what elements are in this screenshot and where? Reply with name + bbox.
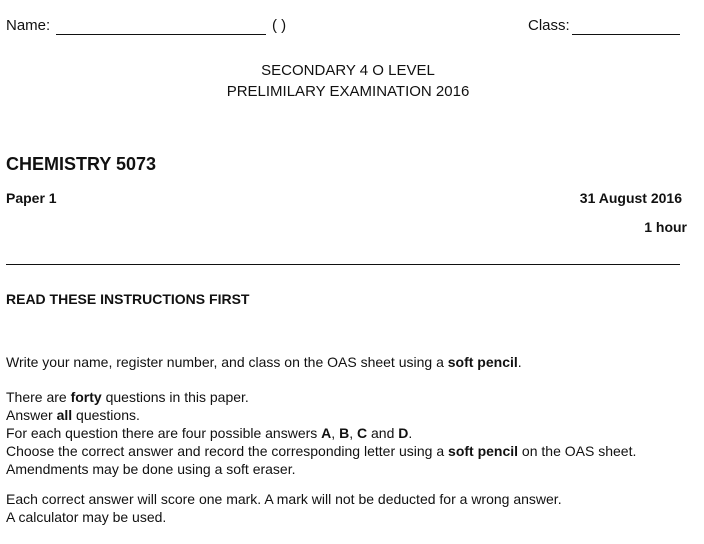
instruction-paragraph-2 [6, 388, 636, 478]
instruction-line: A calculator may be used. [6, 509, 167, 525]
instruction-line: Each correct answer will score one mark. A mark will not be deducted for a wrong answer. [6, 491, 562, 507]
exam-date: 31 August 2016 [579, 190, 682, 206]
instruction-text: Write your name, register number, and class on the OAS sheet using a [6, 354, 448, 370]
divider-rule [6, 264, 680, 265]
instruction-text: Choose the correct answer and record the corresponding letter using a [6, 443, 449, 459]
instructions-heading: READ THESE INSTRUCTIONS FIRST [6, 291, 250, 307]
instruction-paragraph-1 [6, 353, 522, 371]
instruction-text: questions. [72, 407, 140, 423]
register-number-brackets: ( ) [272, 17, 287, 34]
instruction-line [6, 424, 636, 442]
exam-level-title: SECONDARY 4 O LEVEL [261, 62, 435, 79]
instruction-text: and [367, 425, 399, 441]
name-field-line [56, 34, 266, 35]
option-letter: D [398, 425, 409, 441]
option-letter: B [339, 425, 350, 441]
instruction-text: . [517, 354, 522, 370]
instruction-text: , [349, 425, 357, 441]
exam-duration: 1 hour [644, 219, 687, 235]
instruction-line [6, 442, 636, 460]
instruction-emphasis: all [56, 407, 73, 423]
instruction-paragraph-3 [6, 490, 562, 526]
paper-number: Paper 1 [6, 190, 57, 206]
option-letter: A [321, 425, 332, 441]
subject-title: CHEMISTRY 5073 [6, 154, 157, 174]
instruction-text: . [408, 425, 413, 441]
instruction-emphasis: soft pencil [447, 354, 518, 370]
instruction-emphasis: soft pencil [448, 443, 519, 459]
instruction-text: questions in this paper. [101, 389, 249, 405]
instruction-line [6, 388, 636, 406]
instruction-text: Answer [6, 407, 57, 423]
exam-name-title: PRELIMILARY EXAMINATION 2016 [226, 83, 470, 100]
instruction-text: For each question there are four possible answers [6, 425, 322, 441]
instruction-line [6, 406, 636, 424]
instruction-text: There are [6, 389, 71, 405]
class-label: Class: [528, 17, 570, 34]
instruction-text: on the OAS sheet. [518, 443, 637, 459]
class-field-line [572, 34, 680, 35]
option-letter: C [356, 425, 368, 441]
name-label: Name: [6, 17, 51, 34]
instruction-line: Amendments may be done using a soft eraser. [6, 461, 296, 477]
instruction-text: , [331, 425, 340, 441]
instruction-emphasis: forty [70, 389, 102, 405]
